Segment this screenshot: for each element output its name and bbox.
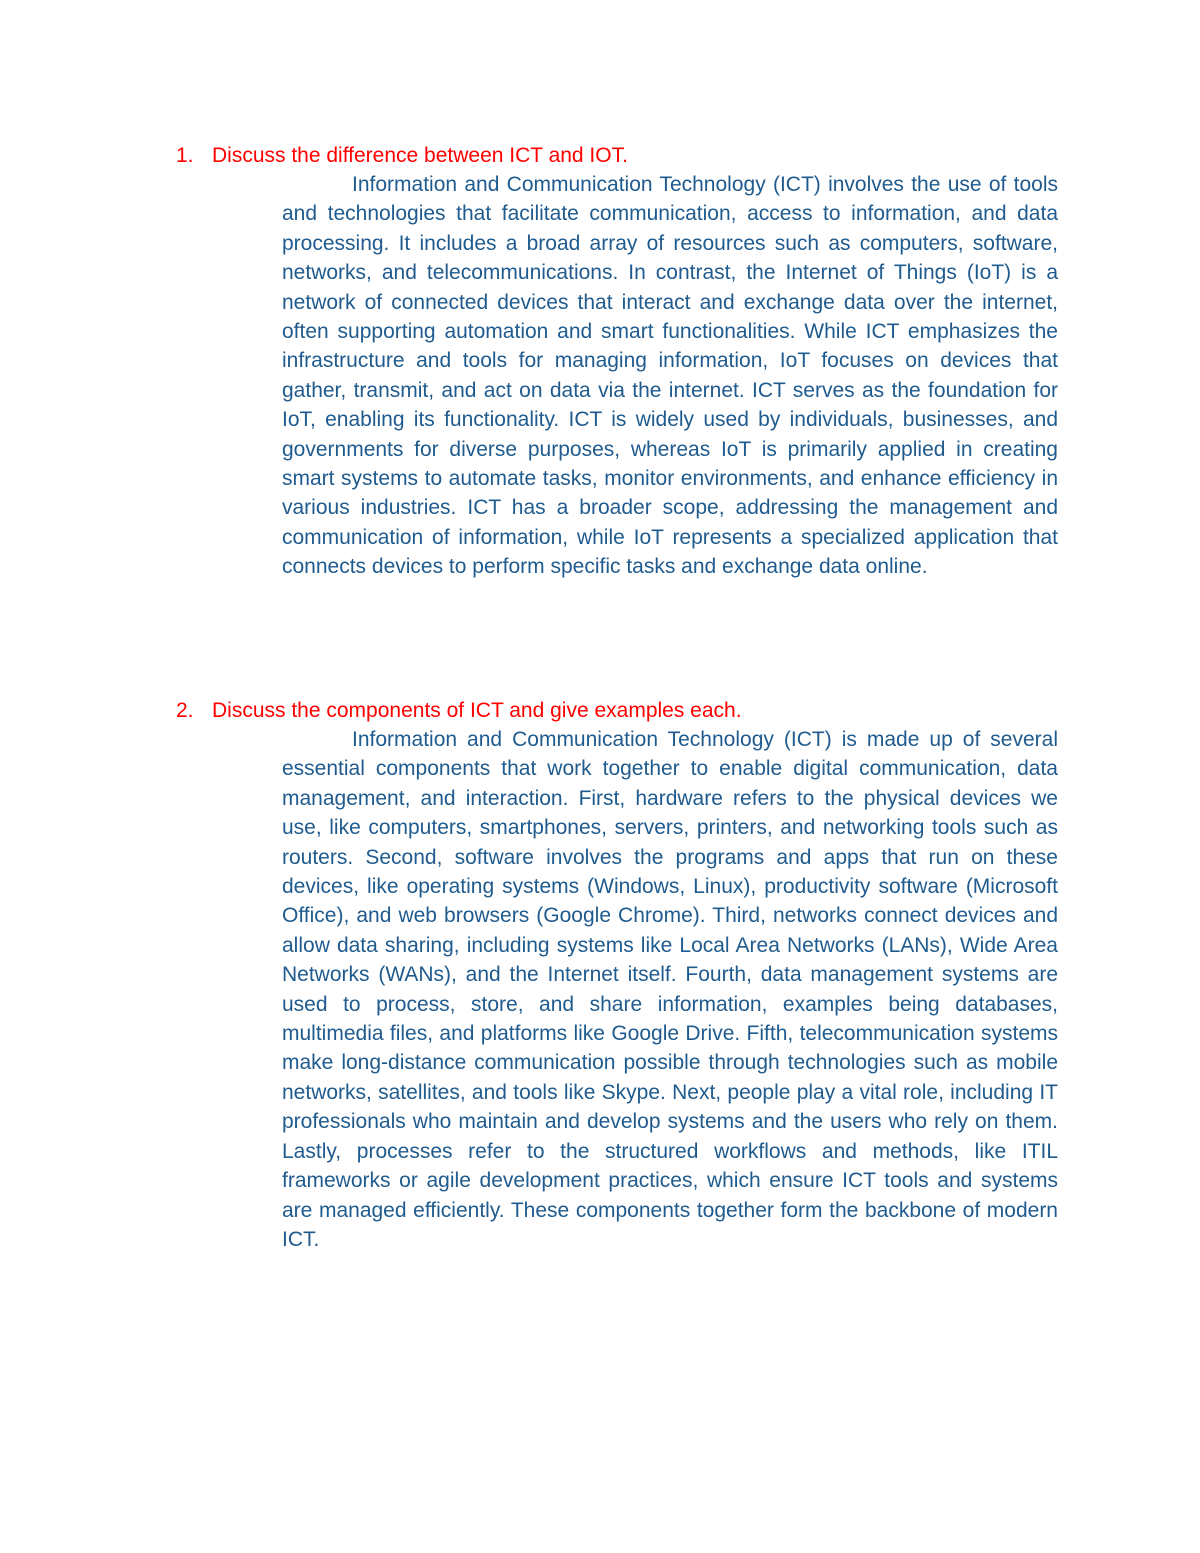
answer-1-paragraph: Information and Communication Technology (ICT) involves the use of tools and technologies that facilitate communication, access to information, and data processing. It includes a broad array of resources such as computers, software, networks, and telecommunications. In contrast, the Internet of Things (IoT) is a network of connected devices that interact and exchange data over the internet, often supporting automation and smart functionalities. While ICT emphasizes the infrastructure and tools for managing information, IoT focuses on devices that gather, transmit, and act on data via the internet. ICT serves as the foundation for IoT, enabling its functionality. ICT is widely used by individuals, businesses, and governments for diverse purposes, whereas IoT is primarily applied in creating smart systems to automate tasks, monitor environments, and enhance efficiency in various industries. ICT has a broader scope, addressing the management and communication of information, while IoT represents a specialized application that connects devices to perform specific tasks and exchange data online. bbox=[282, 173, 1058, 579]
question-2-heading bbox=[176, 696, 1076, 725]
question-2-title: Discuss the components of ICT and give examples each. bbox=[212, 699, 742, 722]
answer-2-paragraph: Information and Communication Technology (ICT) is made up of several essential components that work together to enable digital communication, data management, and interaction. First, hardware refers to the physical devices we use, like computers, smartphones, servers, printers, and networking tools such as routers. Second, software involves the programs and apps that run on these devices, like operating systems (Windows, Linux), productivity software (Microsoft Office), and web browsers (Google Chrome). Third, networks connect devices and allow data sharing, including systems like Local Area Networks (LANs), Wide Area Networks (WANs), and the Internet itself. Fourth, data management systems are used to process, store, and share information, examples being databases, multimedia files, and platforms like Google Drive. Fifth, telecommunication systems make long-distance communication possible through technologies such as mobile networks, satellites, and tools like Skype. Next, people play a vital role, including IT professionals who maintain and develop systems and the users who rely on them. Lastly, processes refer to the structured workflows and methods, like ITIL frameworks or agile development practices, which ensure ICT tools and systems are managed efficiently. These components together form the backbone of modern ICT. bbox=[282, 728, 1058, 1251]
question-1-heading bbox=[176, 141, 1076, 170]
question-1-number: 1. bbox=[176, 144, 194, 167]
question-2-number: 2. bbox=[176, 699, 194, 722]
question-1-title: Discuss the difference between ICT and IOT. bbox=[212, 144, 628, 167]
